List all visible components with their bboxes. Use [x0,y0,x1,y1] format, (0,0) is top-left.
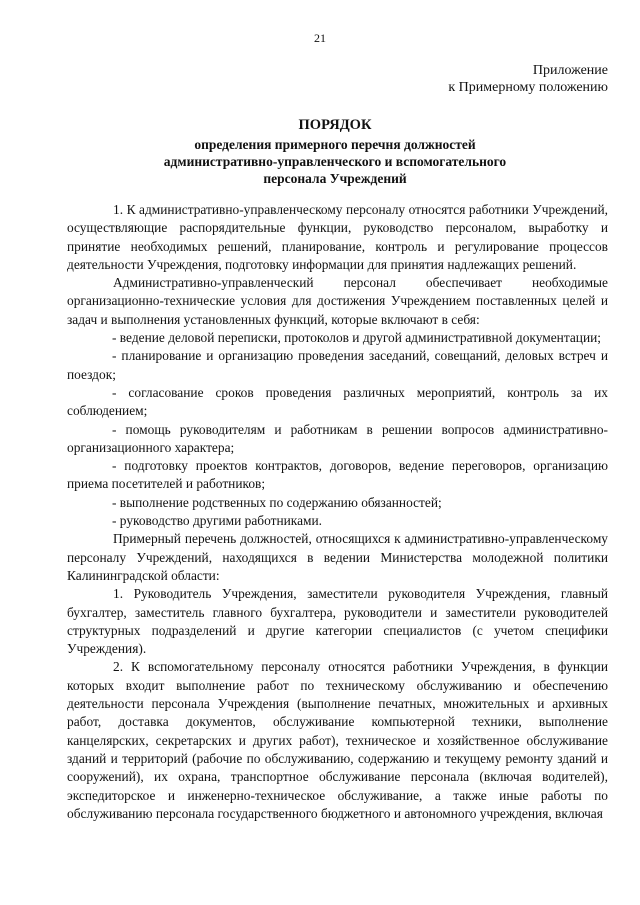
bullet-management: - руководство другими работниками. [112,513,323,529]
paragraph-positions: 1. Руководитель Учреждения, заместители руководителя Учреждения, главный бухгалтер, заместитель главного бухгалтера, руководители и заместители руководителей структурных подразделений и другие категории специалистов (с учетом специфики Учреждения). [67,586,608,657]
paragraph-2: Административно-управленческий персонал обеспечивает необходимые организационно-технические условия для достижения Учреждением поставленных целей и задач и выполнения установленных функций, которые включают в себя: [67,275,608,327]
title-main: ПОРЯДОК [298,117,372,133]
paragraph-1: 1. К административно-управленческому персоналу относятся работники Учреждений, осуществляющие распорядительные функции, руководство персоналом, выработку и принятие необходимых решений, планирование, контроль и регулирование процессов деятельности Учреждения, подготовку информации для принятия надлежащих решений. [67,202,608,272]
appendix-line-2: к Примерному положению [448,80,608,95]
document-title [60,117,610,187]
bullet-related-duties: - выполнение родственных по содержанию обязанностей; [112,494,442,510]
appendix-note [448,62,608,96]
title-line-2: административно-управленческого и вспомогательного [163,154,507,169]
bullet-correspondence: - ведение деловой переписки, протоколов и другой административной документации; [112,330,602,346]
document-body [67,201,608,823]
bullet-contracts: - подготовку проектов контрактов, договоров, ведение переговоров, организацию приема посетителей и работников; [67,458,608,492]
appendix-line-1: Приложение [532,63,608,78]
bullet-assistance: - помощь руководителям и работникам в решении вопросов административно-организационного характера; [67,421,608,455]
paragraph-list-intro: Примерный перечень должностей, относящихся к административно-управленческому персоналу Учреждений, находящихся в ведении Министерства молодежной политики Калининградской области: [67,531,608,583]
title-line-1: определения примерного перечня должностей [194,137,476,152]
bullet-meetings: - планирование и организацию проведения заседаний, совещаний, деловых встреч и поездок; [67,348,608,382]
bullet-deadlines: - согласование сроков проведения различных мероприятий, контроль за их соблюдением; [67,384,608,419]
title-line-3: персонала Учреждений [263,171,407,186]
page-number: 21 [314,31,326,45]
paragraph-support-staff: 2. К вспомогательному персоналу относятся работники Учреждения, в функции которых входит выполнение работ по техническому обслуживанию и обеспечению деятельности персонала Учреждения (выполнение печатных, множительных и архивных работ, доставка документов, обслуживание компьютерной техники, выполнение канцелярских, секретарских и других работ), техническое и хозяйственное обслуживание зданий и территорий (рабочие по обслуживанию, содержанию и текущему ремонту зданий и сооружений), их охрана, транспортное обслуживание персонала (включая водителей), экспедиторское и инженерно-техническое обслуживание, а также иные работы по обслуживанию персонала государственного бюджетного и автономного учреждения, включая [67,659,608,821]
